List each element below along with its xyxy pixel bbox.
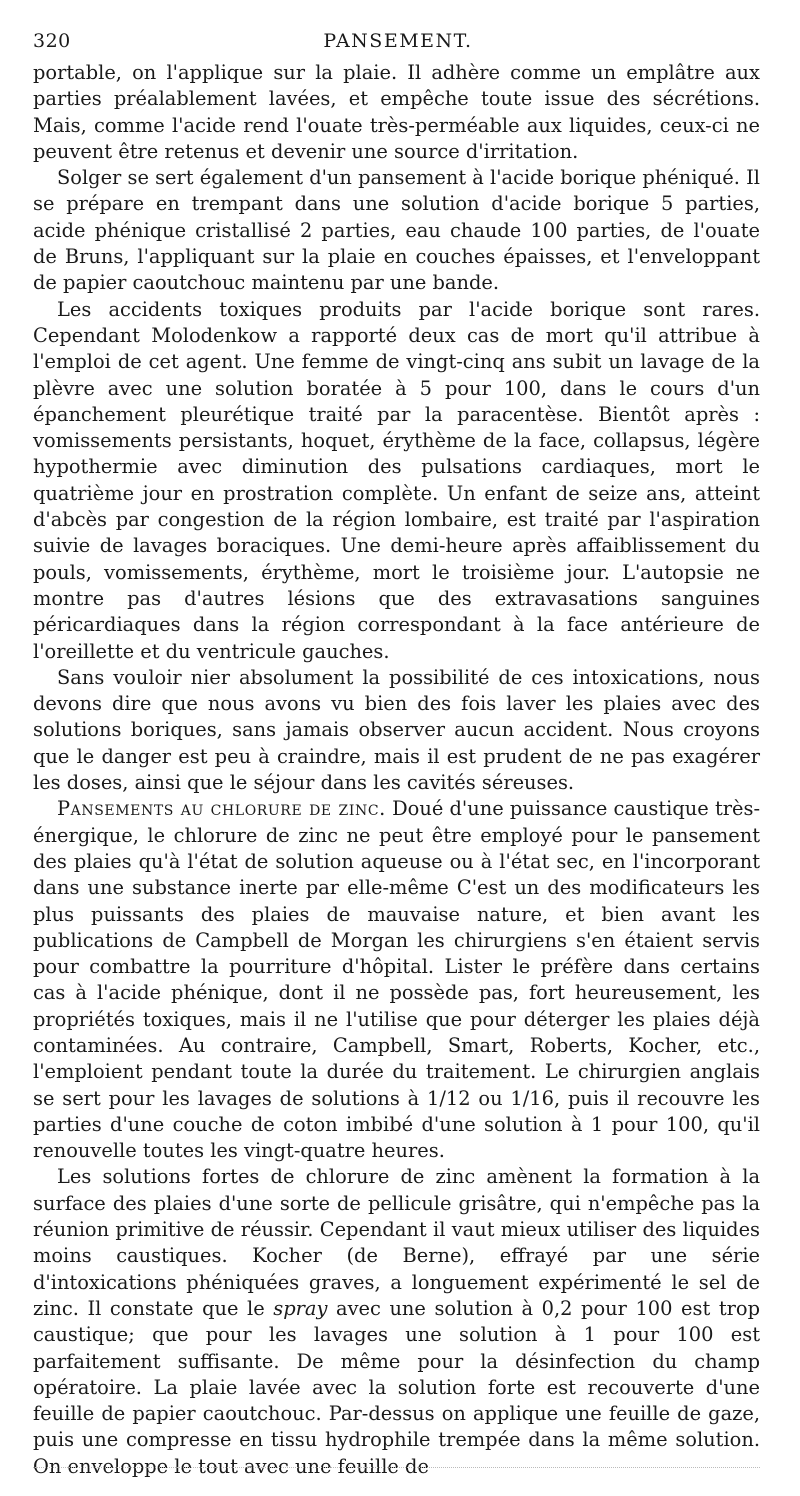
paragraph-solger: Solger se sert également d'un pansement à l'acide borique phéniqué. Il se prépare en trempant dans une solution d'acide borique 5 parties, acide phénique cristallisé 2 parties, eau chaude 100 parties, de l'ouate de Bruns, l'appliquant sur la plaie en couches épaisses, et l'enveloppant de papier caoutchouc maintenu par une bande. — [33, 166, 760, 295]
page-number: 320 — [33, 30, 71, 52]
body-text — [33, 60, 760, 1480]
paragraph-strong-solutions — [33, 1164, 760, 1480]
paragraph-text-before: Les solutions fortes de chlorure de zinc amènent la formation à la surface des plaies d'une sorte de pellicule grisâtre, qui n'empêche pas la réunion primitive de réussir. Cependant il vaut mieux utiliser des liquides moins caustiques. Kocher (de Berne), effrayé par une série d'intoxications phéniquées graves, a longuement expérimenté le sel de zinc. Il constate que le — [33, 1165, 760, 1320]
section-heading: Pansements au chlorure de zinc. — [57, 797, 386, 821]
paragraph-toxic-accidents: Les accidents toxiques produits par l'acide borique sont rares. Cependant Molodenkow a rapporté deux cas de mort qu'il attribue à l'emploi de cet agent. Une femme de vingt-cinq ans subit un lavage de la plèvre avec une solution boratée à 5 pour 100, dans le cours d'un épanchement pleurétique traité par la paracentèse. Bientôt après : vomissements persistants, hoquet, érythème de la face, collapsus, légère hypothermie avec diminution des pulsations cardiaques, mort le quatrième jour en prostration complète. Un enfant de seize ans, atteint d'abcès par congestion de la région lombaire, est traité par l'aspiration suivie de lavages boraciques. Une demi-heure après affaiblissement du pouls, vomissements, érythème, mort le troisième jour. L'autopsie ne montre pas d'autres lésions que des extravasations sanguines péricardiaques dans la région correspondant à la face antérieure de l'oreillette et du ventricule gauches. — [33, 297, 760, 663]
emphasis-spray: spray — [273, 1296, 328, 1320]
paragraph-zinc-chloride — [33, 796, 760, 1164]
bottom-margin-marks — [33, 1455, 760, 1468]
paragraph-text-after: avec une solution à 0,2 pour 100 est trop caustique; que pour les lavages une solution à 1 pour 100 est parfaitement suffisante. De même pour la désinfection du champ opératoire. La plaie lavée avec la solution forte est recouverte d'une feuille de papier caoutchouc. Par-dessus on applique une feuille de gaze, puis une compresse en tissu hydrophile trempée dans la même solution. On enveloppe le tout avec une feuille de — [33, 1296, 760, 1478]
page-header — [33, 30, 763, 60]
paragraph-continuation: portable, on l'applique sur la plaie. Il adhère comme un emplâtre aux parties préalablement lavées, et empêche toute issue des sécrétions. Mais, comme l'acide rend l'ouate très-perméable aux liquides, ceux-ci ne peuvent être retenus et devenir une source d'irritation. — [33, 61, 760, 163]
paragraph-intoxications: Sans vouloir nier absolument la possibilité de ces intoxications, nous devons dire que nous avons vu bien des fois laver les plaies avec des solutions boriques, sans jamais observer aucun accident. Nous croyons que le danger est peu à craindre, mais il est prudent de ne pas exagérer les doses, ainsi que le séjour dans les cavités séreuses. — [33, 665, 760, 795]
paragraph-zinc-chloride-text: Doué d'une puissance caustique très-énergique, le chlorure de zinc ne peut être employé pour le pansement des plaies qu'à l'état de solution aqueuse ou à l'état sec, en l'incorporant dans une substance inerte par elle-même C'est un des modificateurs les plus puissants des plaies de mauvaise nature, et bien avant les publications de Campbell de Morgan les chirurgiens s'en étaient servis pour combattre la pourriture d'hôpital. Lister le préfère dans certains cas à l'acide phénique, dont il ne possède pas, fort heureusement, les propriétés toxiques, mais il ne l'utilise que pour déterger les plaies déjà contaminées. Au contraire, Campbell, Smart, Roberts, Kocher, etc., l'emploient pendant toute la durée du traitement. Le chirurgien anglais se sert pour les lavages de solutions à 1/12 ou 1/16, puis il recouvre les parties d'une couche de coton imbibé d'une solution à 1 pour 100, qu'il renouvelle toutes les vingt-quatre heures. — [33, 797, 760, 1163]
running-title: PANSEMENT. — [323, 30, 473, 52]
